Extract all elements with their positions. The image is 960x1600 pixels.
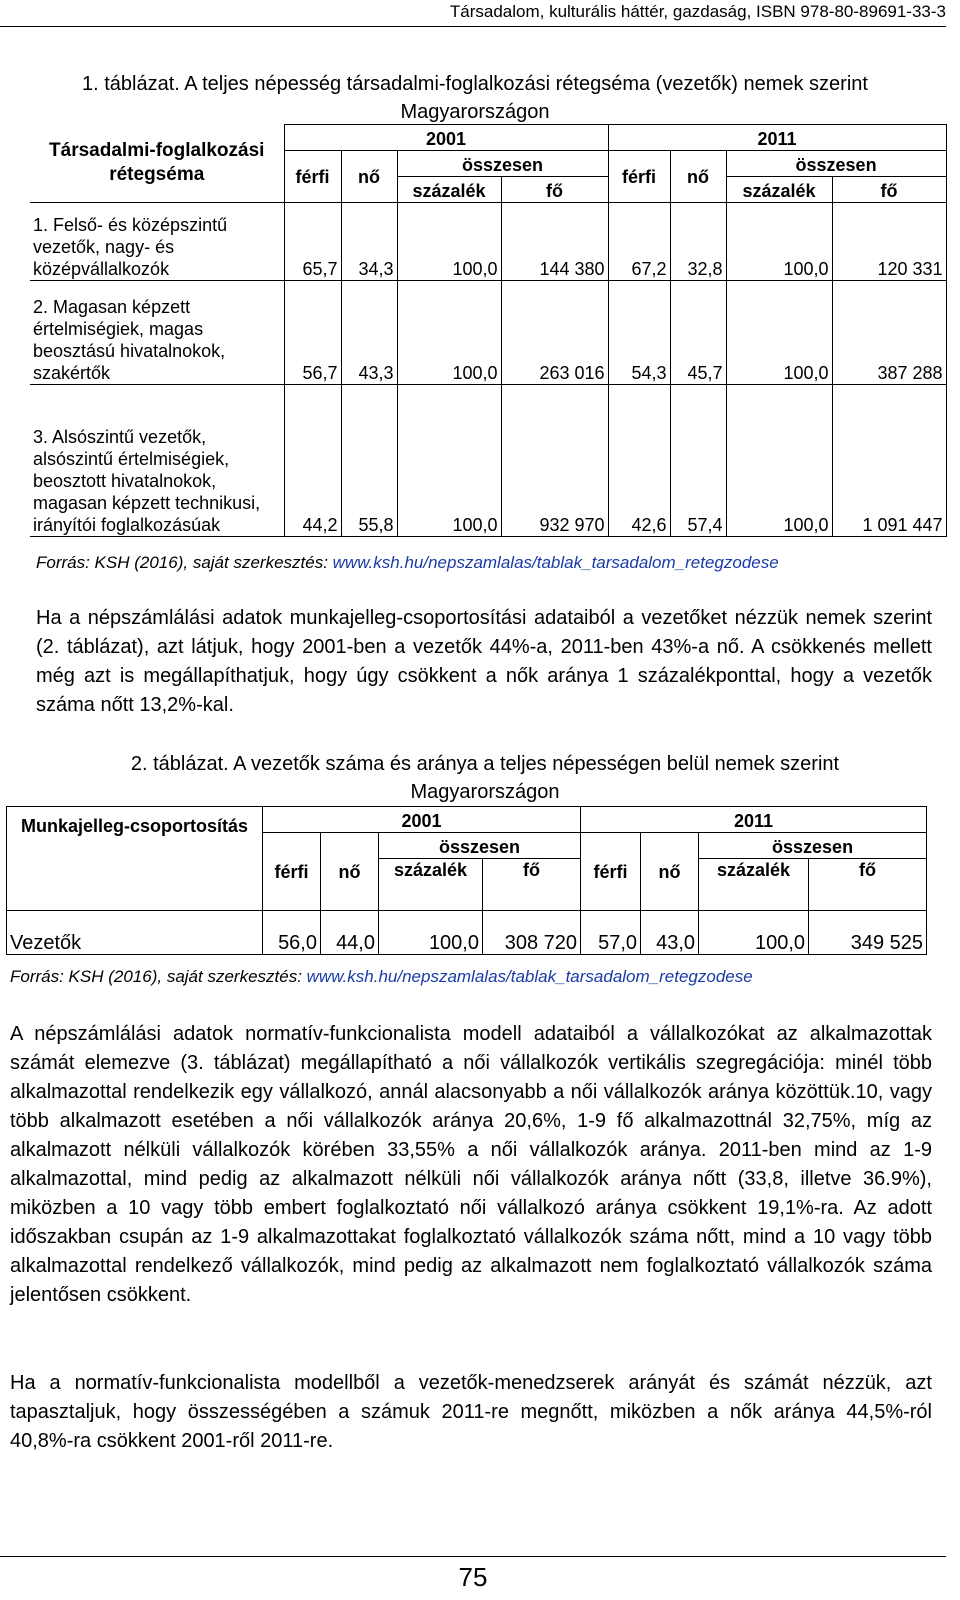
table1-caption — [20, 70, 930, 126]
table-cell: 100,0 — [726, 203, 832, 281]
table1-caption-line2: Magyarországon — [400, 101, 550, 123]
table-cell: 100,0 — [397, 203, 501, 281]
table-cell: 56,7 — [284, 281, 341, 385]
table1-row-header: Társadalmi-foglalkozási rétegséma — [49, 140, 265, 186]
table1-col-men-2011: férfi — [608, 151, 670, 203]
table2-col-persons-2001: fő — [483, 859, 581, 911]
table1-row3-label: 3. Alsószintű vezetők, alsószintű értelmiségiek, beosztott hivatalnokok, magasan képzett technikusi, irányítói foglalkozásúak — [30, 385, 284, 537]
table1-year-2011: 2011 — [608, 125, 946, 151]
table-cell: 100,0 — [397, 281, 501, 385]
table-cell: 349 525 — [809, 911, 927, 955]
table1-col-persons-2011: fő — [832, 177, 946, 203]
table2-col-men-2001: férfi — [263, 833, 321, 911]
table2-source-prefix: Forrás: KSH (2016), saját szerkesztés: — [10, 967, 307, 986]
table2-col-women-2011: nő — [641, 833, 699, 911]
table-cell: 34,3 — [341, 203, 397, 281]
table2-col-percent-2011: százalék — [699, 859, 809, 911]
table-cell: 43,3 — [341, 281, 397, 385]
table2-row-label: Vezetők — [7, 911, 263, 955]
table1-col-men-2001: férfi — [284, 151, 341, 203]
table1-row1-label: 1. Felső- és középszintű vezetők, nagy- és középvállalkozók — [30, 203, 284, 281]
table2-caption-line1: 2. táblázat. A vezetők száma és aránya a teljes népességen belül nemek szerint — [130, 753, 840, 775]
table-cell: 45,7 — [670, 281, 726, 385]
table-cell: 56,0 — [263, 911, 321, 955]
table1-row2-label: 2. Magasan képzett értelmiségiek, magas beosztású hivatalnokok, szakértők — [30, 281, 284, 385]
table1-source-link[interactable]: www.ksh.hu/nepszamlalas/tablak_tarsadalom_retegzodese — [332, 553, 779, 572]
table1-col-women-2001: nő — [341, 151, 397, 203]
table2-year-2011: 2011 — [581, 807, 927, 833]
table1-col-total-2001: összesen — [397, 151, 608, 177]
table-cell: 263 016 — [501, 281, 608, 385]
paragraph-1: Ha a népszámlálási adatok munkajelleg-csoportosítási adataiból a vezetőket nézzük nemek szerint (2. táblázat), azt látjuk, hogy 2001-ben a vezetők 44%-a, 2011-ben 43%-a nő. A csökkenés mellett még azt is megállapíthatjuk, hogy úgy csökkent a nők aránya 1 százalékponttal, hogy a vezetők száma nőtt 13,2%-kal. — [36, 607, 932, 716]
table2-caption-line2: Magyarországon — [410, 781, 560, 803]
table-cell: 144 380 — [501, 203, 608, 281]
table1-caption-line1: 1. táblázat. A teljes népesség társadalmi-foglalkozási rétegséma (vezetők) nemek szerint — [82, 73, 868, 95]
table2-caption — [50, 750, 920, 806]
table2-source — [10, 966, 753, 988]
table2-col-total-2011: összesen — [699, 833, 927, 859]
table-cell: 932 970 — [501, 385, 608, 537]
table-row — [30, 203, 946, 281]
table-cell: 65,7 — [284, 203, 341, 281]
table2-year-2001: 2001 — [263, 807, 581, 833]
table-cell: 100,0 — [726, 281, 832, 385]
table-row — [30, 281, 946, 385]
table-cell: 57,4 — [670, 385, 726, 537]
table1-year-2001: 2001 — [284, 125, 608, 151]
table2 — [6, 806, 927, 955]
table-cell: 32,8 — [670, 203, 726, 281]
table2-col-percent-2001: százalék — [379, 859, 483, 911]
table-cell: 100,0 — [726, 385, 832, 537]
table-row — [7, 911, 927, 955]
table1-col-percent-2011: százalék — [726, 177, 832, 203]
table-cell: 100,0 — [379, 911, 483, 955]
table2-col-women-2001: nő — [321, 833, 379, 911]
running-header: Társadalom, kulturális háttér, gazdaság, ISBN 978-80-89691-33-3 — [0, 0, 946, 27]
table2-col-total-2001: összesen — [379, 833, 581, 859]
paragraph-3: Ha a normatív-funkcionalista modellből a vezetők-menedzserek arányát és számát nézzük, azt tapasztaljuk, hogy összességében a számuk 2011-re megnőtt, miközben a nők aránya 44,5%-ról 40,8%-ra csökkent 2001-ről 2011-re. — [10, 1372, 932, 1452]
table2-row-header: Munkajelleg-csoportosítás — [7, 807, 263, 911]
table-cell: 67,2 — [608, 203, 670, 281]
table-cell: 57,0 — [581, 911, 641, 955]
table-cell: 308 720 — [483, 911, 581, 955]
table1-source — [36, 552, 779, 574]
table-cell: 42,6 — [608, 385, 670, 537]
table-cell: 55,8 — [341, 385, 397, 537]
paragraph-2: A népszámlálási adatok normatív-funkcionalista modell adataiból a vállalkozókat az alkalmazottak számát elemezve (3. táblázat) megállapítható a női vállalkozók vertikális szegregációja: minél több alkalmazottal rendelkezik egy vállalkozó, annál alacsonyabb a női vállalkozók aránya közöttük.10, vagy több alkalmazott esetében a női vállalkozók aránya 20,6%, 1-9 fő alkalmazottnál 32,75%, míg az alkalmazott nélküli vállalkozók körében 33,55% a női vállalkozók aránya. 2011-ben mind az 1-9 alkalmazottal, mind pedig az alkalmazott nélküli női vállalkozók aránya nőtt (33,8, illetve 36.9%), miközben a 10 vagy több embert foglalkoztató női vállalkozó aránya csökkent 19,1%-ra. Az adott időszakban csupán az 1-9 alkalmazottakat foglalkoztató vállalkozók száma nőtt, mind a 10 vagy több alkalmazottal rendelkező vállalkozók, mind pedig az alkalmazott nem foglalkoztató vállalkozók száma jelentősen csökkent. — [10, 1023, 932, 1306]
table1-col-total-2011: összesen — [726, 151, 946, 177]
table-cell: 1 091 447 — [832, 385, 946, 537]
table-cell: 44,0 — [321, 911, 379, 955]
table2-col-persons-2011: fő — [809, 859, 927, 911]
table1 — [30, 124, 947, 537]
table1-source-prefix: Forrás: KSH (2016), saját szerkesztés: — [36, 553, 333, 572]
table2-col-men-2011: férfi — [581, 833, 641, 911]
table-cell: 43,0 — [641, 911, 699, 955]
table-row — [30, 385, 946, 537]
table-cell: 44,2 — [284, 385, 341, 537]
page-number: 75 — [0, 1556, 946, 1597]
table1-col-women-2011: nő — [670, 151, 726, 203]
table1-col-persons-2001: fő — [501, 177, 608, 203]
table-cell: 100,0 — [699, 911, 809, 955]
table-cell: 100,0 — [397, 385, 501, 537]
table2-source-link[interactable]: www.ksh.hu/nepszamlalas/tablak_tarsadalom_retegzodese — [306, 967, 753, 986]
table-cell: 387 288 — [832, 281, 946, 385]
table1-col-percent-2001: százalék — [397, 177, 501, 203]
table-cell: 120 331 — [832, 203, 946, 281]
table-cell: 54,3 — [608, 281, 670, 385]
